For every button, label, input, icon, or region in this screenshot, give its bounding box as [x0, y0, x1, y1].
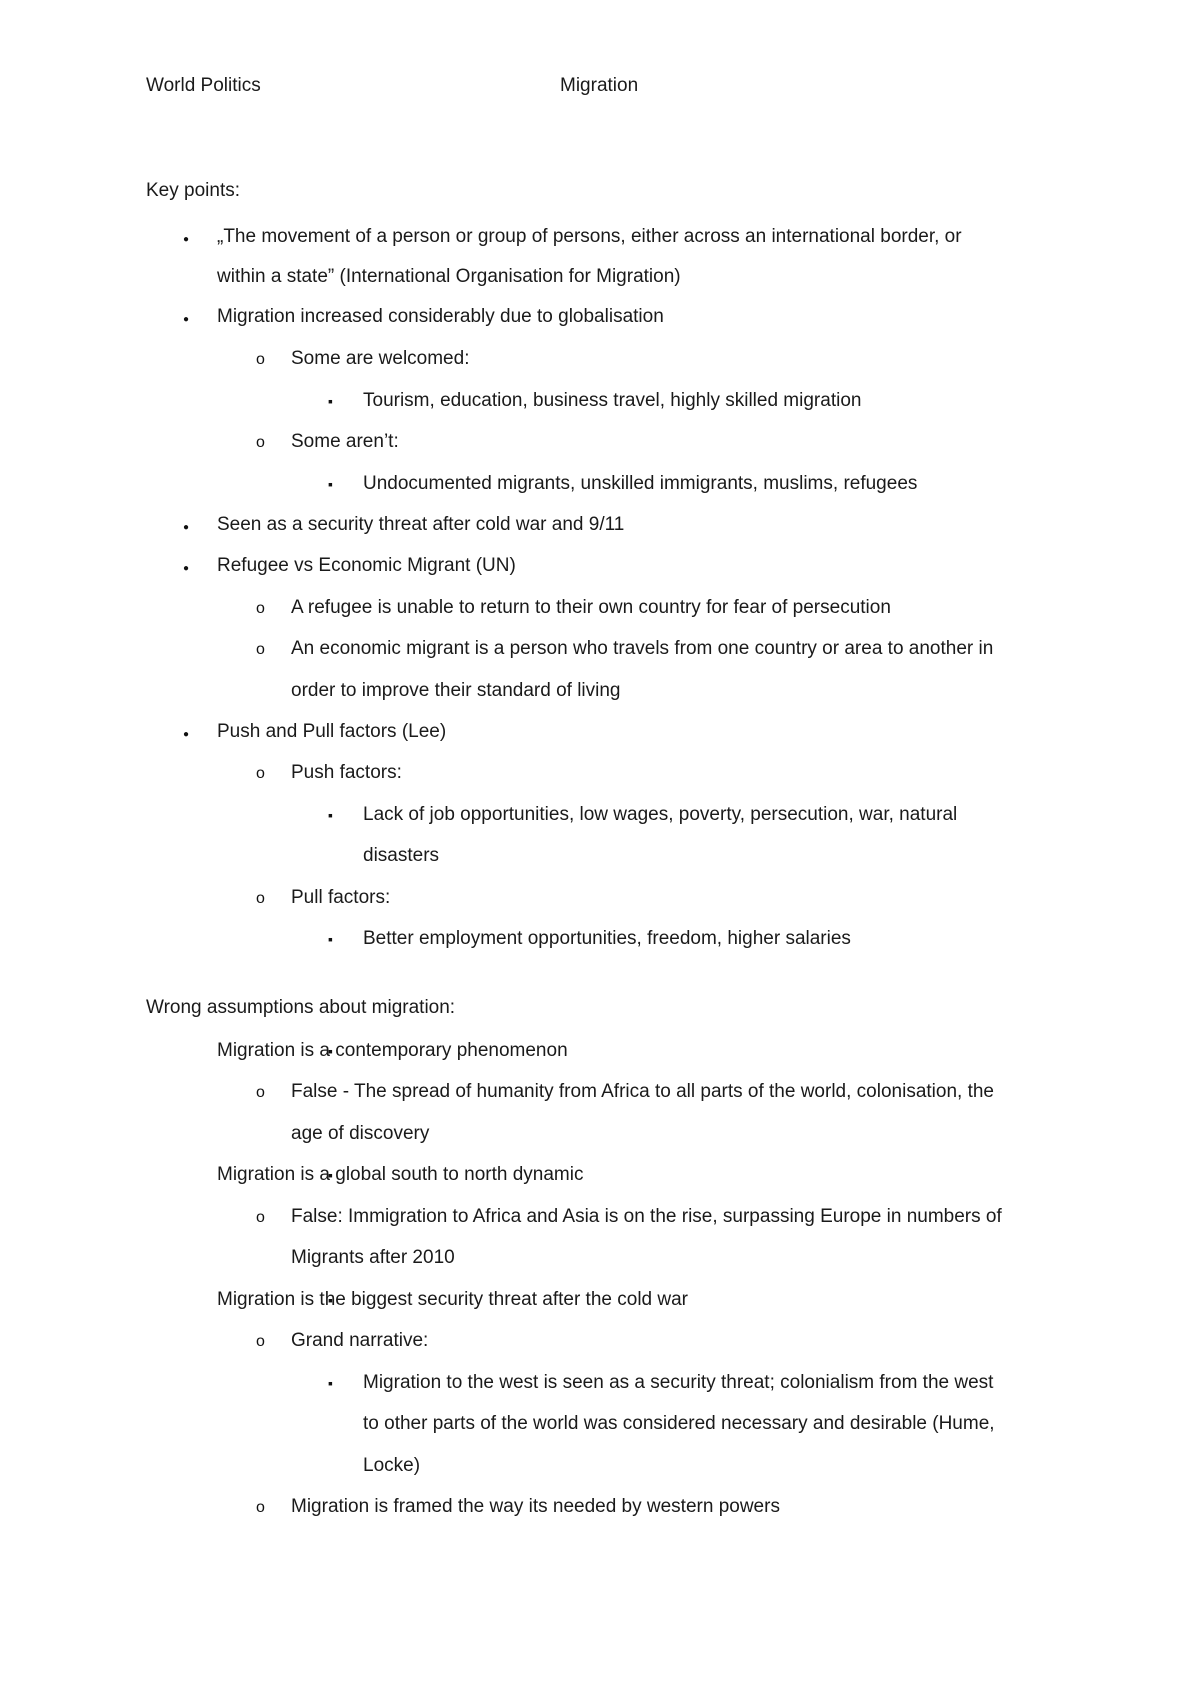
circle-bullet-icon [256, 1080, 265, 1105]
list-item-text: order to improve their standard of living [291, 680, 621, 701]
list-item-text: Grand narrative: [291, 1330, 429, 1351]
header-topic: Migration [560, 75, 639, 96]
circle-bullet-icon [256, 886, 265, 911]
list-item-text: Push and Pull factors (Lee) [217, 721, 447, 742]
square-bullet-icon [328, 389, 333, 413]
list-item-text: Migration is the biggest security threat after the cold war [217, 1289, 689, 1310]
disc-bullet-icon [183, 554, 189, 581]
list-item-text: Seen as a security threat after cold war and 9/11 [217, 514, 625, 535]
key-points-heading: Key points: [146, 180, 240, 201]
list-item-text: Migration to the west is seen as a security threat; colonialism from the west [363, 1372, 994, 1393]
list-item-text: Migration is a contemporary phenomenon [217, 1040, 568, 1061]
circle-bullet-icon [256, 1329, 265, 1354]
list-item-text: within a state” (International Organisation for Migration) [217, 266, 681, 287]
list-item-text: Refugee vs Economic Migrant (UN) [217, 555, 516, 576]
square-bullet-icon [328, 472, 333, 496]
circle-bullet-icon [256, 430, 265, 455]
list-item-text: Tourism, education, business travel, highly skilled migration [363, 390, 862, 411]
list-item-text: Some aren’t: [291, 431, 399, 452]
circle-bullet-icon [256, 1495, 265, 1520]
square-bullet-icon [328, 927, 333, 951]
list-item-text: Locke) [363, 1455, 421, 1476]
disc-bullet-icon [183, 513, 189, 540]
list-item-text: Some are welcomed: [291, 348, 470, 369]
disc-bullet-icon [183, 720, 189, 747]
list-item-text: Migration increased considerably due to globalisation [217, 306, 664, 327]
circle-bullet-icon [256, 596, 265, 621]
list-item-text: Pull factors: [291, 887, 391, 908]
list-item-text: An economic migrant is a person who travels from one country or area to another in [291, 638, 994, 659]
square-bullet-icon [328, 1371, 333, 1395]
disc-bullet-icon [183, 225, 189, 252]
list-item-text: False: Immigration to Africa and Asia is on the rise, surpassing Europe in numbers of [291, 1206, 1002, 1227]
list-item-text: age of discovery [291, 1123, 430, 1144]
list-item-text: Migrants after 2010 [291, 1247, 455, 1268]
circle-bullet-icon [256, 1205, 265, 1230]
wrong-assumptions-heading: Wrong assumptions about migration: [146, 997, 456, 1018]
list-item-text: to other parts of the world was considered necessary and desirable (Hume, [363, 1413, 995, 1434]
circle-bullet-icon [256, 637, 265, 662]
list-item-text: Undocumented migrants, unskilled immigrants, muslims, refugees [363, 473, 918, 494]
header-course: World Politics [146, 75, 261, 96]
list-item-text: Migration is framed the way its needed by western powers [291, 1496, 780, 1517]
list-item-text: Migration is a global south to north dynamic [217, 1164, 584, 1185]
list-item-text: Better employment opportunities, freedom, higher salaries [363, 928, 851, 949]
circle-bullet-icon [256, 761, 265, 786]
list-item-text: Lack of job opportunities, low wages, poverty, persecution, war, natural [363, 804, 958, 825]
list-item-text: A refugee is unable to return to their own country for fear of persecution [291, 597, 891, 618]
list-item-text: disasters [363, 845, 440, 866]
square-bullet-icon [328, 803, 333, 827]
disc-bullet-icon [183, 305, 189, 332]
list-item-text: False - The spread of humanity from Africa to all parts of the world, colonisation, the [291, 1081, 994, 1102]
list-item-text: Push factors: [291, 762, 402, 783]
circle-bullet-icon [256, 347, 265, 372]
list-item-text: „The movement of a person or group of persons, either across an international border, or [217, 226, 962, 247]
